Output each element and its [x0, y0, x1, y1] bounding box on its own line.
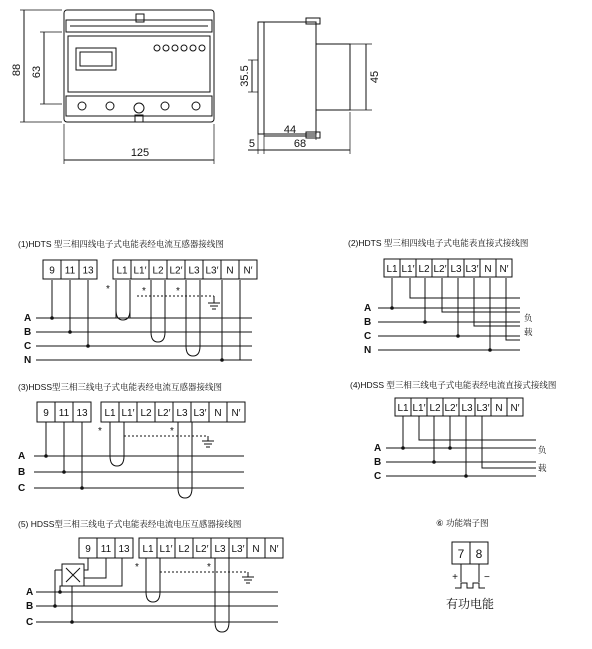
d3-terminal-label: L2′ — [157, 408, 171, 419]
d2-terminal-label: L2 — [418, 264, 430, 275]
d5-terminal-label: N′ — [269, 544, 279, 555]
d4-terminal-block — [395, 398, 523, 416]
d2-terminal-block — [384, 259, 512, 277]
d4-load-label-2: 载 — [538, 463, 547, 473]
d4-terminal-label: L1′ — [412, 403, 426, 414]
svg-text:*: * — [135, 562, 139, 573]
d5-terminal-label: L3 — [214, 544, 226, 555]
d4-terminal-label: L2 — [429, 403, 441, 414]
d1-terminal-label: L3 — [188, 265, 200, 277]
d3-title: (3)HDSS型三相三线电子式电能表经电流互感器接线图 — [18, 382, 223, 392]
d5-title: (5) HDSS型三相三线电子式电能表经电流电压互感器接线图 — [18, 519, 242, 529]
d3-terminal-label: N′ — [231, 408, 241, 419]
d5-terminal-label: L1 — [142, 544, 154, 555]
d5-terminal-label: 9 — [85, 544, 91, 555]
d2-wiring — [378, 278, 520, 352]
d3-terminal-label: 13 — [76, 408, 88, 419]
d6-terminal-8: 8 — [475, 547, 483, 561]
d1-phase-b: B — [24, 327, 32, 338]
d1-terminal-label: L2′ — [169, 265, 183, 277]
d5-phase-a: A — [26, 587, 34, 598]
d2-phase-b: B — [364, 317, 372, 328]
d1-terminal-label: 9 — [49, 265, 55, 277]
d6-plus: + — [452, 572, 458, 583]
d2-title: (2)HDTS 型三相四线电子式电能表直接式接线图 — [348, 238, 529, 248]
d4-load-label-1: 负 — [538, 445, 547, 455]
d1-phase-a: A — [24, 313, 32, 324]
d6-title: ⑥ 功能端子图 — [436, 518, 489, 528]
d2-terminal-label: L1′ — [401, 264, 415, 275]
d4-phase-a: A — [374, 443, 382, 454]
d1-title: (1)HDTS 型三相四线电子式电能表经电流互感器接线图 — [18, 239, 224, 249]
d4-terminal-label: N — [495, 403, 503, 414]
svg-text:*: * — [106, 284, 110, 295]
d2-terminal-label: L2′ — [433, 264, 447, 275]
d3-terminal-label: L3 — [176, 408, 188, 419]
d3-terminal-label: 9 — [43, 408, 49, 419]
meter-front-view — [20, 10, 214, 164]
d4-terminal-label: L3′ — [476, 403, 490, 414]
svg-text:*: * — [98, 426, 102, 437]
d3-wiring — [34, 422, 244, 498]
dim-side-offset: 5 — [248, 138, 255, 150]
dim-side-height-left: 35.5 — [239, 65, 251, 87]
dim-side-depth-small: 44 — [283, 124, 297, 136]
d4-terminal-label: N′ — [510, 403, 520, 414]
d2-terminal-label: N — [484, 264, 492, 275]
dim-side-height-right: 45 — [369, 70, 381, 84]
d2-terminal-label: N′ — [499, 264, 509, 275]
d4-title: (4)HDSS 型三相三线电子式电能表经电流直接式接线图 — [350, 380, 557, 390]
d3-terminal-label: N — [214, 408, 222, 419]
d3-terminal-label: L3′ — [193, 408, 207, 419]
d4-phase-c: C — [374, 471, 382, 482]
d6-caption: 有功电能 — [445, 597, 495, 611]
d4-wiring — [386, 416, 536, 478]
d2-terminal-label: L3 — [450, 264, 462, 275]
d2-phase-a: A — [364, 303, 372, 314]
d2-load-label-1: 负 — [524, 313, 533, 323]
d5-wiring — [36, 558, 278, 632]
dim-side-depth-total: 68 — [293, 138, 307, 150]
d1-wiring — [36, 280, 252, 362]
d1-terminal-label: 13 — [82, 265, 94, 277]
d1-phase-c: C — [24, 341, 32, 352]
d3-terminal-label: L1 — [104, 408, 116, 419]
dim-front-height-inner: 63 — [31, 65, 43, 79]
d1-terminal-label: 11 — [64, 265, 76, 277]
d4-phase-b: B — [374, 457, 382, 468]
d1-terminal-block — [43, 260, 257, 279]
d3-phase-c: C — [18, 483, 26, 494]
svg-text:*: * — [207, 562, 211, 573]
d1-terminal-label: N′ — [243, 265, 253, 277]
d3-terminal-label: 11 — [58, 408, 70, 419]
d3-terminal-label: L1′ — [121, 408, 135, 419]
d2-load-label-2: 载 — [524, 327, 533, 337]
d5-terminal-block — [79, 538, 283, 558]
d5-terminal-label: 11 — [100, 544, 112, 555]
d5-terminal-label: L2′ — [195, 544, 209, 555]
d5-terminal-label: L3′ — [231, 544, 245, 555]
d1-terminal-label: N — [226, 265, 234, 277]
d6-minus: − — [484, 572, 490, 583]
svg-text:*: * — [170, 426, 174, 437]
d4-terminal-label: L2′ — [444, 403, 458, 414]
d2-phase-n: N — [364, 345, 372, 356]
d1-phase-n: N — [24, 355, 32, 366]
svg-text:*: * — [142, 286, 146, 297]
d4-terminal-label: L1 — [397, 403, 409, 414]
d3-terminal-block — [37, 402, 245, 422]
d2-terminal-label: L3′ — [465, 264, 479, 275]
d3-phase-b: B — [18, 467, 26, 478]
d2-terminal-label: L1 — [386, 264, 398, 275]
d6-terminal-7: 7 — [457, 547, 465, 561]
d5-terminal-label: N — [252, 544, 260, 555]
d5-phase-b: B — [26, 601, 34, 612]
d1-terminal-label: L3′ — [205, 265, 219, 277]
d3-terminal-label: L2 — [140, 408, 152, 419]
dim-front-height-outer: 88 — [11, 63, 23, 77]
d5-terminal-label: 13 — [118, 544, 130, 555]
d5-phase-c: C — [26, 617, 34, 628]
d3-phase-a: A — [18, 451, 26, 462]
d5-terminal-label: L1′ — [159, 544, 173, 555]
d4-terminal-label: L3 — [461, 403, 473, 414]
svg-text:*: * — [176, 286, 180, 297]
d2-phase-c: C — [364, 331, 372, 342]
meter-side-view — [248, 18, 372, 154]
d5-terminal-label: L2 — [178, 544, 190, 555]
dim-front-width: 125 — [130, 147, 150, 159]
d1-terminal-label: L1′ — [133, 265, 147, 277]
d1-terminal-label: L1 — [116, 265, 128, 277]
d1-terminal-label: L2 — [152, 265, 164, 277]
